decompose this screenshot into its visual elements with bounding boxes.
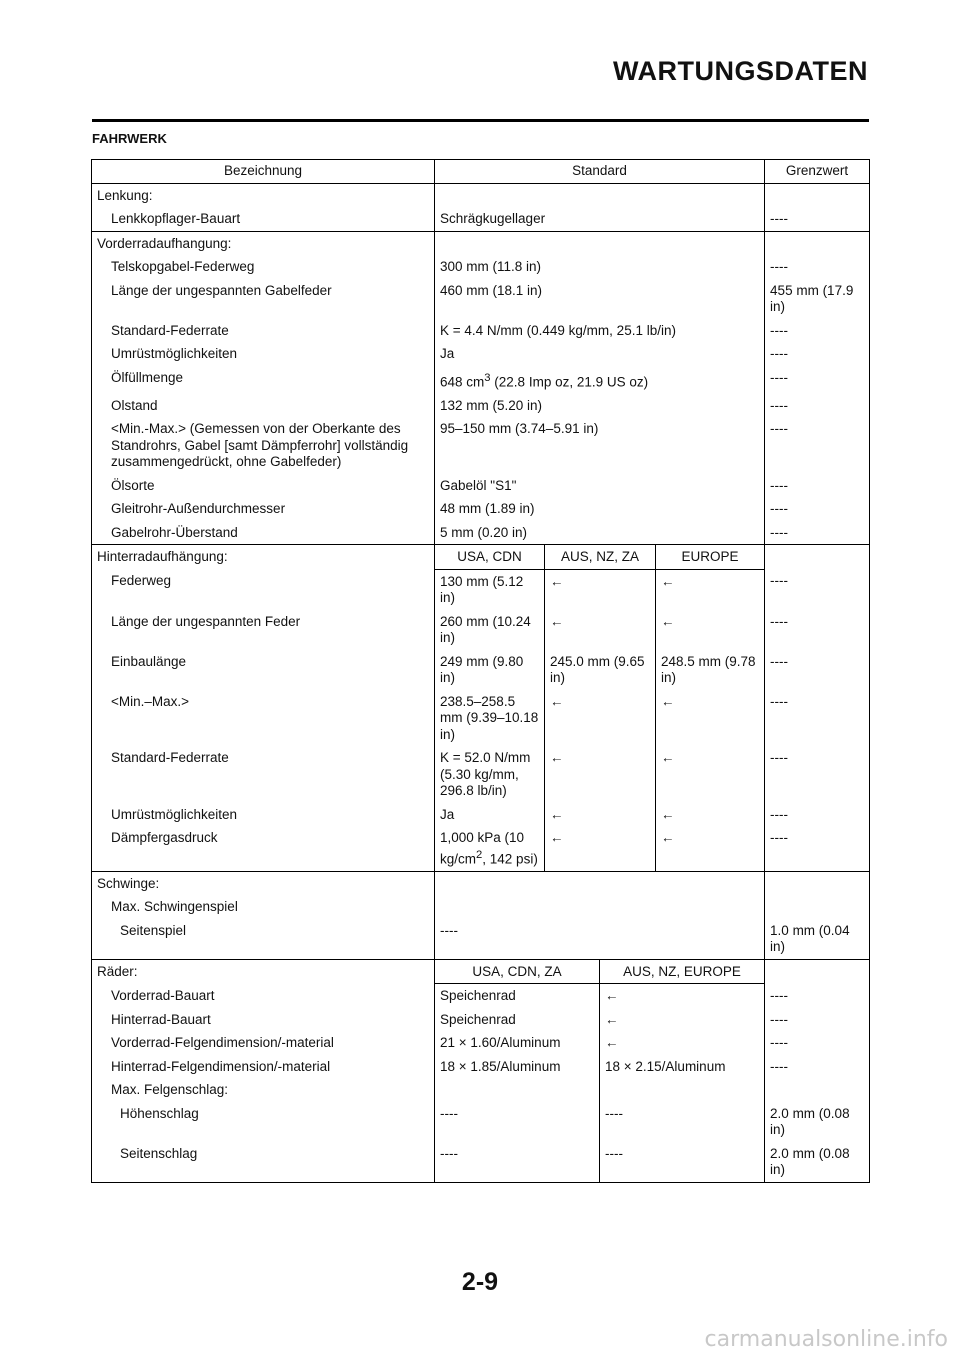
row-value-aus: ← [545,610,656,650]
row-label: Lenkkopflager-Bauart [111,211,241,226]
row-value-europe: ---- [600,1142,765,1183]
row-value-aus: ← [545,826,656,871]
row-limit: ---- [765,1031,870,1055]
row-value-usa: 260 mm (10.24 in) [435,610,545,650]
row-value-aus: ← [545,746,656,803]
header-bezeichnung: Bezeichnung [223,163,303,178]
row-label: Ölfüllmenge [111,369,184,385]
table-row [92,690,870,747]
row-value-europe: ← [656,610,765,650]
row-value-aus: 245.0 mm (9.65 in) [545,650,656,690]
row-label: Vorderrad-Bauart [111,987,215,1003]
table-row [92,803,870,827]
row-limit: ---- [765,255,870,279]
row-limit: ---- [765,826,870,871]
row-label: <Min.-Max.> (Gemessen von der Oberkante des Standrohrs, Gabel [samt Dämpferrohr] vollständig zusammengedrückt, ohne Gabelfeder) [111,421,409,469]
row-value-europe: ← [656,690,765,747]
region-aus-nz-za: AUS, NZ, ZA [545,545,656,570]
table-row [92,207,870,231]
row-limit: ---- [765,342,870,366]
group-label: Lenkung: [97,187,153,203]
table-row [92,1008,870,1032]
table-row [92,474,870,498]
row-standard: Ja [435,342,765,366]
group-row-hinterrad [92,545,870,570]
row-label: Olstand [111,397,158,413]
row-value-usa: 249 mm (9.80 in) [435,650,545,690]
section-title: FAHRWERK [92,131,167,146]
table-row [92,342,870,366]
row-standard: Schrägkugellager [435,207,765,231]
table-row [92,1142,870,1183]
row-limit: ---- [765,319,870,343]
table-row [92,984,870,1008]
row-value-usa: ---- [435,1102,600,1142]
group-row-lenkung [92,183,870,207]
row-value-europe: ← [600,1008,765,1032]
row-value-usa: Ja [435,803,545,827]
row-standard: 95–150 mm (3.74–5.91 in) [435,417,765,474]
row-limit: ---- [765,366,870,394]
table-row [92,255,870,279]
region-usa-cdn: USA, CDN [435,545,545,570]
page-number: 2-9 [461,1268,499,1296]
header-standard: Standard [435,160,765,184]
group-label: Hinterradaufhängung: [97,549,228,564]
row-standard: 300 mm (11.8 in) [435,255,765,279]
table-header-row [92,160,870,184]
row-value-europe: ← [600,1031,765,1055]
row-label: Höhenschlag [120,1105,199,1121]
row-limit: ---- [765,746,870,803]
row-label: Gabelrohr-Überstand [111,524,238,540]
table-row [92,1102,870,1142]
row-label: Seitenspiel [120,922,187,938]
group-row-vorderrad [92,231,870,255]
row-limit: ---- [765,417,870,474]
row-limit: ---- [765,690,870,747]
row-standard: 460 mm (18.1 in) [435,279,765,319]
row-standard: ---- [435,919,765,960]
row-standard: 48 mm (1.89 in) [435,497,765,521]
table-row [92,826,870,871]
row-label: <Min.–Max.> [111,693,190,709]
table-row [92,919,870,960]
table-row [92,895,870,919]
row-value-usa: Speichenrad [435,1008,600,1032]
row-label: Umrüstmöglichkeiten [111,346,238,361]
row-label: Telskopgabel-Federweg [111,259,255,274]
row-limit: ---- [765,984,870,1008]
row-value-europe: ← [600,984,765,1008]
table-row [92,1078,870,1102]
row-limit: ---- [765,394,870,418]
row-label: Umrüstmöglichkeiten [111,806,238,822]
row-limit: ---- [765,569,870,610]
row-limit: ---- [765,610,870,650]
row-label: Standard-Federrate [111,322,229,338]
row-label: Ölsorte [111,477,155,493]
row-value-usa: K = 52.0 N/mm (5.30 kg/mm, 296.8 lb/in) [435,746,545,803]
region-europe: EUROPE [656,545,765,570]
row-value-usa: ---- [435,1142,600,1183]
row-limit: ---- [765,803,870,827]
region-usa-cdn-za: USA, CDN, ZA [435,959,600,984]
row-value-europe: ← [656,826,765,871]
row-value-usa: 1,000 kPa (10 $kg/cm^2$, 142 psi) [435,826,545,871]
table-row [92,279,870,319]
row-limit: ---- [765,1008,870,1032]
page-title: WARTUNGSDATEN [613,56,868,86]
row-limit: 1.0 mm (0.04 in) [765,919,870,960]
row-label: Federweg [111,573,172,588]
row-standard: Gabelöl "S1" [435,474,765,498]
row-limit: 2.0 mm (0.08 in) [765,1102,870,1142]
group-label: Räder: [97,963,138,979]
row-value-aus: ← [545,569,656,610]
table-row [92,746,870,803]
table-row [92,319,870,343]
row-limit: 455 mm (17.9 in) [765,279,870,319]
row-standard: 648 $cm^3$ (22.8 Imp oz, 21.9 US oz) [435,366,765,394]
row-label: Seitenschlag [120,1145,198,1161]
table-row [92,1031,870,1055]
row-value-usa: 18 × 1.85/Aluminum [435,1055,600,1079]
row-label: Gleitrohr-Außendurchmesser [111,501,286,516]
group-row-schwinge [92,871,870,895]
row-limit: ---- [765,474,870,498]
row-label: Länge der ungespannten Gabelfeder [111,282,332,298]
row-standard: 5 mm (0.20 in) [435,521,765,545]
row-value-usa: 21 × 1.60/Aluminum [435,1031,600,1055]
sub-label: Max. Felgenschlag: [111,1082,229,1097]
table-row [92,497,870,521]
row-label: Hinterrad-Bauart [111,1011,211,1027]
row-value-europe: ← [656,569,765,610]
row-limit: 2.0 mm (0.08 in) [765,1142,870,1183]
row-limit: ---- [765,207,870,231]
group-label: Vorderradaufhangung: [97,235,232,251]
row-value-aus: ← [545,690,656,747]
table-row [92,417,870,474]
table-row [92,650,870,690]
row-value-usa: Speichenrad [435,984,600,1008]
row-label: Länge der ungespannten Feder [111,613,301,629]
row-limit: ---- [765,521,870,545]
table-row [92,521,870,545]
watermark: carmanualsonline.info [704,1327,948,1352]
row-value-aus: ← [545,803,656,827]
row-standard: 132 mm (5.20 in) [435,394,765,418]
row-value-usa: 238.5–258.5 mm (9.39–10.18 in) [435,690,545,747]
row-value-europe: ---- [600,1102,765,1142]
table-row [92,394,870,418]
row-label: Hinterrad-Felgendimension/-material [111,1058,331,1074]
row-label: Einbaulänge [111,653,187,669]
row-value-usa: 130 mm (5.12 in) [435,569,545,610]
row-limit: ---- [765,650,870,690]
row-limit: ---- [765,497,870,521]
table-row [92,569,870,610]
spec-table [91,159,870,1183]
table-row [92,1055,870,1079]
group-row-raeder [92,959,870,984]
title-rule [92,119,869,122]
row-label: Dämpfergasdruck [111,830,218,845]
row-standard: K = 4.4 N/mm (0.449 kg/mm, 25.1 lb/in) [435,319,765,343]
row-value-europe: ← [656,803,765,827]
sub-label: Max. Schwingenspiel [111,899,238,914]
row-value-europe: 18 × 2.15/Aluminum [600,1055,765,1079]
row-label: Standard-Federrate [111,750,229,765]
region-aus-nz-europe: AUS, NZ, EUROPE [600,959,765,984]
group-label: Schwinge: [97,875,160,891]
row-label: Vorderrad-Felgendimension/-material [111,1035,334,1050]
row-value-europe: 248.5 mm (9.78 in) [656,650,765,690]
row-limit: ---- [765,1055,870,1079]
table-row [92,610,870,650]
header-grenzwert: Grenzwert [765,160,870,184]
row-value-europe: ← [656,746,765,803]
table-row [92,366,870,394]
